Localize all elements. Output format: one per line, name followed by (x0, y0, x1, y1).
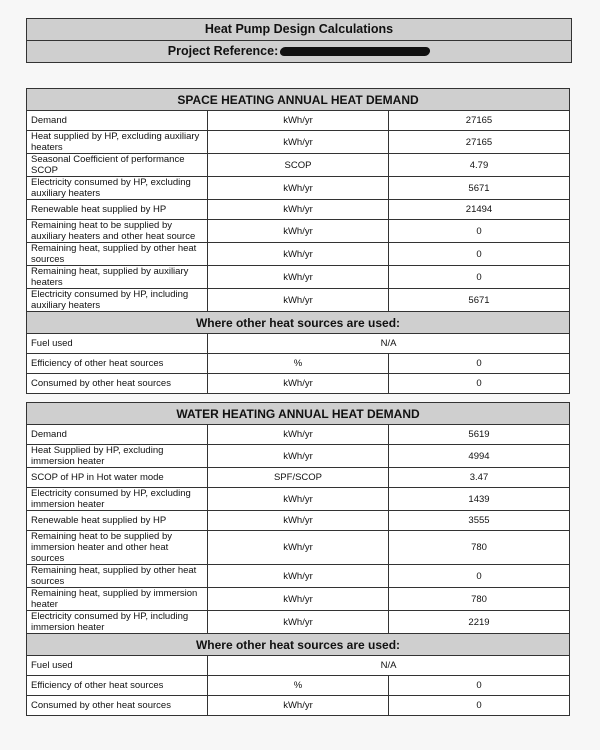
row-unit: kWh/yr (208, 220, 389, 243)
row-value: 5671 (389, 177, 570, 200)
row-label: Remaining heat, supplied by other heat sources (27, 243, 208, 266)
table-row (27, 111, 570, 131)
row-unit: kWh/yr (208, 488, 389, 511)
row-value: 1439 (389, 488, 570, 511)
row-label: Heat supplied by HP, excluding auxiliary heaters (27, 131, 208, 154)
row-value: 27165 (389, 111, 570, 131)
row-unit: % (208, 354, 389, 374)
row-label: SCOP of HP in Hot water mode (27, 468, 208, 488)
table-row (27, 611, 570, 634)
row-label: Consumed by other heat sources (27, 696, 208, 716)
row-value: 780 (389, 531, 570, 565)
row-label: Remaining heat to be supplied by auxiliary heaters and other heat source (27, 220, 208, 243)
row-label: Renewable heat supplied by HP (27, 200, 208, 220)
row-label: Remaining heat, supplied by other heat sources (27, 565, 208, 588)
row-value: 2219 (389, 611, 570, 634)
fuel-used-value: N/A (208, 334, 570, 354)
table-row (27, 131, 570, 154)
table-row (27, 696, 570, 716)
row-value: 0 (389, 243, 570, 266)
row-label: Remaining heat, supplied by auxiliary heaters (27, 266, 208, 289)
row-unit: kWh/yr (208, 511, 389, 531)
row-label: Efficiency of other heat sources (27, 354, 208, 374)
row-unit: kWh/yr (208, 611, 389, 634)
row-label: Efficiency of other heat sources (27, 676, 208, 696)
water-heating-title: WATER HEATING ANNUAL HEAT DEMAND (27, 403, 570, 425)
row-unit: SPF/SCOP (208, 468, 389, 488)
table-row (27, 354, 570, 374)
row-unit: kWh/yr (208, 445, 389, 468)
row-label: Demand (27, 111, 208, 131)
row-unit: kWh/yr (208, 531, 389, 565)
row-unit: kWh/yr (208, 243, 389, 266)
row-value: 5619 (389, 425, 570, 445)
row-value: 27165 (389, 131, 570, 154)
table-row (27, 468, 570, 488)
table-row (27, 676, 570, 696)
project-reference-row (27, 40, 571, 62)
fuel-used-row (27, 334, 570, 354)
document-header (26, 18, 572, 63)
table-row (27, 565, 570, 588)
row-value: 0 (389, 696, 570, 716)
table-row (27, 374, 570, 394)
table-row (27, 445, 570, 468)
row-unit: kWh/yr (208, 374, 389, 394)
table-row (27, 177, 570, 200)
table-row (27, 266, 570, 289)
space-heating-table (26, 88, 570, 394)
row-label: Seasonal Coefficient of performance SCOP (27, 154, 208, 177)
row-unit: kWh/yr (208, 131, 389, 154)
row-unit: kWh/yr (208, 565, 389, 588)
space-heating-title: SPACE HEATING ANNUAL HEAT DEMAND (27, 89, 570, 111)
table-row (27, 588, 570, 611)
row-label: Heat Supplied by HP, excluding immersion heater (27, 445, 208, 468)
row-label: Remaining heat, supplied by immersion heater (27, 588, 208, 611)
row-unit: kWh/yr (208, 696, 389, 716)
row-unit: SCOP (208, 154, 389, 177)
fuel-used-value: N/A (208, 656, 570, 676)
table-row (27, 289, 570, 312)
table-row (27, 154, 570, 177)
row-value: 0 (389, 220, 570, 243)
row-unit: kWh/yr (208, 588, 389, 611)
row-value: 3555 (389, 511, 570, 531)
row-value: 0 (389, 266, 570, 289)
row-unit: kWh/yr (208, 266, 389, 289)
water-heating-table (26, 402, 570, 716)
table-row (27, 243, 570, 266)
other-heat-sources-title: Where other heat sources are used: (27, 312, 570, 334)
row-value: 0 (389, 676, 570, 696)
row-unit: kWh/yr (208, 200, 389, 220)
row-label: Demand (27, 425, 208, 445)
other-heat-sources-header-row (27, 312, 570, 334)
row-unit: kWh/yr (208, 425, 389, 445)
other-heat-sources-header-row (27, 634, 570, 656)
table-row (27, 511, 570, 531)
row-value: 0 (389, 374, 570, 394)
row-label: Electricity consumed by HP, excluding auxiliary heaters (27, 177, 208, 200)
row-unit: % (208, 676, 389, 696)
redaction-mark (280, 47, 431, 56)
row-value: 5671 (389, 289, 570, 312)
row-value: 4.79 (389, 154, 570, 177)
project-reference-label: Project Reference: (167, 44, 279, 58)
row-value: 780 (389, 588, 570, 611)
document-title: Heat Pump Design Calculations (204, 22, 394, 36)
fuel-used-row (27, 656, 570, 676)
row-unit: kWh/yr (208, 111, 389, 131)
row-label: Electricity consumed by HP, including auxiliary heaters (27, 289, 208, 312)
row-label: Electricity consumed by HP, excluding immersion heater (27, 488, 208, 511)
row-value: 4994 (389, 445, 570, 468)
table-row (27, 200, 570, 220)
row-unit: kWh/yr (208, 289, 389, 312)
row-label: Electricity consumed by HP, including immersion heater (27, 611, 208, 634)
table-row (27, 425, 570, 445)
water-heating-title-row (27, 403, 570, 425)
row-value: 0 (389, 354, 570, 374)
table-row (27, 531, 570, 565)
fuel-used-label: Fuel used (27, 334, 208, 354)
row-value: 21494 (389, 200, 570, 220)
row-label: Remaining heat to be supplied by immersion heater and other heat sources (27, 531, 208, 565)
fuel-used-label: Fuel used (27, 656, 208, 676)
row-unit: kWh/yr (208, 177, 389, 200)
row-value: 0 (389, 565, 570, 588)
table-row (27, 220, 570, 243)
space-heating-title-row (27, 89, 570, 111)
row-label: Renewable heat supplied by HP (27, 511, 208, 531)
other-heat-sources-title: Where other heat sources are used: (27, 634, 570, 656)
table-row (27, 488, 570, 511)
row-label: Consumed by other heat sources (27, 374, 208, 394)
row-value: 3.47 (389, 468, 570, 488)
